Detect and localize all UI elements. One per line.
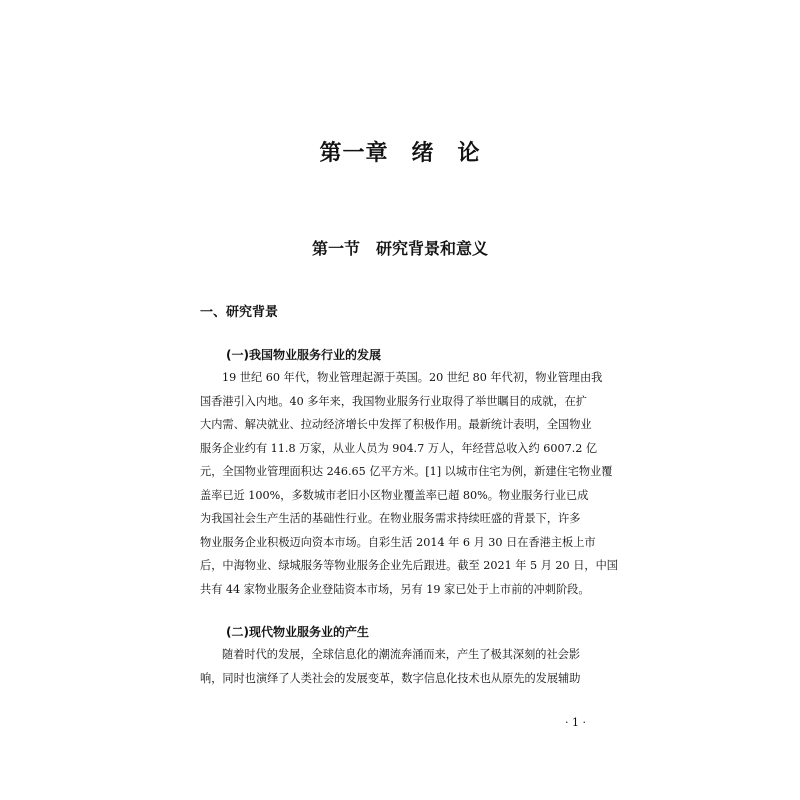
subheading-industry-development: (一)我国物业服务行业的发展 bbox=[226, 348, 381, 362]
heading-research-background: 一、研究背景 bbox=[200, 305, 279, 320]
chapter-title: 第一章 绪 论 bbox=[319, 140, 481, 166]
paragraph-line: 大内需、解决就业、拉动经济增长中发挥了积极作用。最新统计表明，全国物业 bbox=[200, 418, 592, 431]
subheading-modern-property-service: (二)现代物业服务业的产生 bbox=[226, 625, 369, 639]
paragraph-line: 为我国社会生产生活的基础性行业。在物业服务需求持续旺盛的背景下，许多 bbox=[200, 512, 581, 525]
paragraph-line: 后，中海物业、绿城服务等物业服务企业先后跟进。截至 2021 年 5 月 20 日，中国 bbox=[200, 559, 618, 572]
paragraph-line: 国香港引入内地。40 多年来，我国物业服务行业取得了举世瞩目的成就，在扩 bbox=[200, 394, 587, 408]
section-title: 第一节 研究背景和意义 bbox=[311, 239, 488, 258]
paragraph-line: 响，同时也演绎了人类社会的发展变革，数字信息化技术也从原先的发展辅助 bbox=[200, 671, 581, 685]
paragraph-line: 元，全国物业管理面积达 246.65 亿平方米。[1] 以城市住宅为例，新建住宅物业覆 bbox=[200, 465, 613, 478]
page-number: · 1 · bbox=[565, 716, 586, 729]
paragraph-line: 随着时代的发展，全球信息化的潮流奔涌而来，产生了极其深刻的社会影 bbox=[222, 648, 581, 661]
paragraph-line: 19 世纪 60 年代，物业管理起源于英国。20 世纪 80 年代初，物业管理由我 bbox=[222, 371, 603, 384]
paragraph-line: 服务企业约有 11.8 万家，从业人员为 904.7 万人，年经营总收入约 6007.2 亿 bbox=[200, 441, 598, 455]
paragraph-line: 共有 44 家物业服务企业登陆资本市场，另有 19 家已处于上市前的冲刺阶段。 bbox=[200, 582, 590, 596]
paragraph-line: 物业服务企业积极迈向资本市场。自彩生活 2014 年 6 月 30 日在香港主板上市 bbox=[200, 535, 596, 549]
paragraph-line: 盖率已近 100%，多数城市老旧小区物业覆盖率已超 80%。物业服务行业已成 bbox=[200, 488, 589, 502]
